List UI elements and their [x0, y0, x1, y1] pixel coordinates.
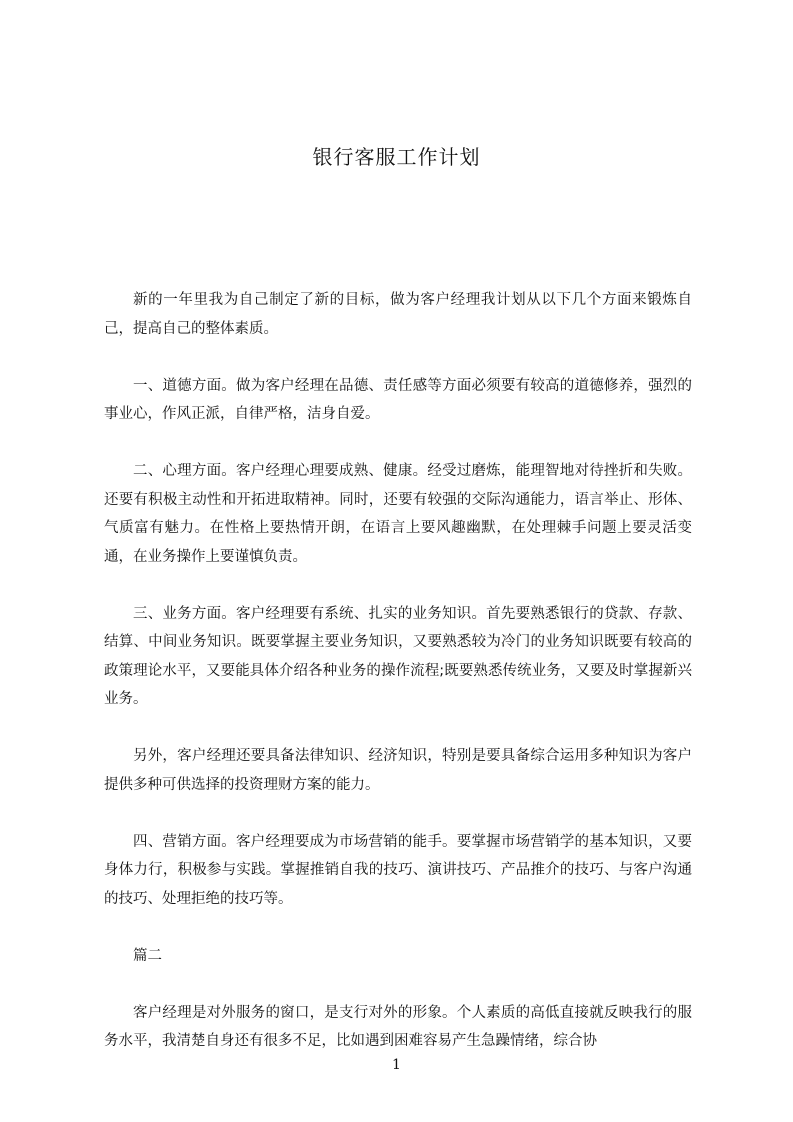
- paragraph-part-two-intro: 客户经理是对外服务的窗口，是支行对外的形象。个人素质的高低直接就反映我行的服务水平，我清楚自身还有很多不足，比如遇到困难容易产生急躁情绪，综合协: [104, 1004, 692, 1049]
- paragraph-psychology: 二、心理方面。客户经理心理要成熟、健康。经受过磨炼，能理智地对待挫折和失败。还要有积极主动性和开拓进取精神。同时，还要有较强的交际沟通能力，语言举止、形体、气质富有魅力。在性格上要热情开朗，在语言上要风趣幽默，在处理棘手问题上要灵活变通，在业务操作上要谨慎负责。: [104, 463, 692, 565]
- document-title: 银行客服工作计划: [312, 145, 481, 169]
- page-number: 1: [392, 1057, 401, 1073]
- document-body: [104, 286, 692, 1084]
- paragraph-intro: 新的一年里我为自己制定了新的目标，做为客户经理我计划从以下几个方面来锻炼自己，提高自己的整体素质。: [104, 292, 692, 337]
- paragraph-morality: 一、道德方面。做为客户经理在品德、责任感等方面必须要有较高的道德修养，强烈的事业心，作风正派，自律严格，洁身自爱。: [104, 377, 692, 422]
- paragraph-additional-knowledge: 另外，客户经理还要具备法律知识、经济知识，特别是要具备综合运用多种知识为客户提供多种可供选择的投资理财方案的能力。: [104, 748, 692, 793]
- paragraph-business: 三、业务方面。客户经理要有系统、扎实的业务知识。首先要熟悉银行的贷款、存款、结算、中间业务知识。既要掌握主要业务知识，又要熟悉较为冷门的业务知识既要有较高的政策理论水平，又要能具体介绍各种业务的操作流程;既要熟悉传统业务，又要及时掌握新兴业务。: [104, 605, 692, 707]
- paragraph-marketing: 四、营销方面。客户经理要成为市场营销的能手。要掌握市场营销学的基本知识，又要身体力行，积极参与实践。掌握推销自我的技巧、演讲技巧、产品推介的技巧、与客户沟通的技巧、处理拒绝的技巧等。: [104, 833, 692, 907]
- section-heading-part-two: 篇二: [133, 947, 162, 964]
